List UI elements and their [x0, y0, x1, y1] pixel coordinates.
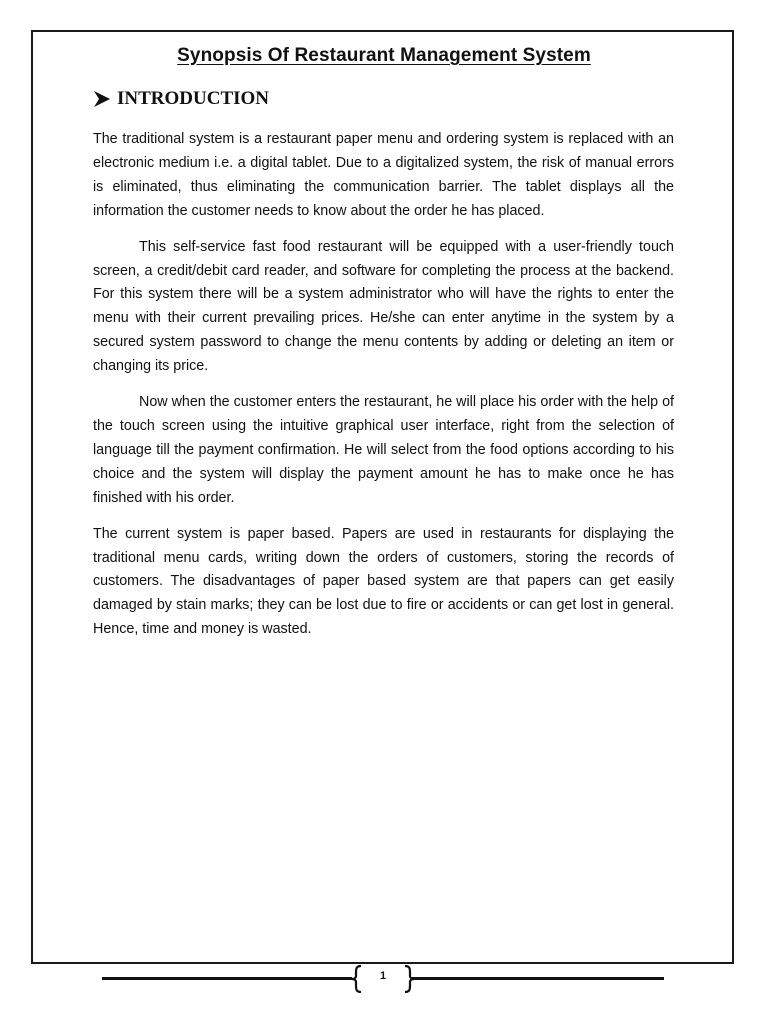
arrow-right-icon	[92, 89, 112, 109]
paragraph-intro: The traditional system is a restaurant paper menu and ordering system is replaced with an electronic medium i.e. a digital tablet. Due to a digitalized system, the risk of manual errors is eliminated, thus eliminating the communication barrier. The tablet displays all the information the customer needs to know about the order he has placed.	[93, 131, 674, 219]
paragraph-current-system: The current system is paper based. Papers are used in restaurants for displaying the traditional menu cards, writing down the orders of customers, storing the records of customers. The disadvantages of paper based system are that papers can get easily damaged by stain marks; they can be lost due to fire or accidents or can get lost in general. Hence, time and money is wasted.	[93, 525, 674, 638]
paragraph-ordering: Now when the customer enters the restaurant, he will place his order with the help of the touch screen using the intuitive graphical user interface, right from the selection of language till the payment confirmation. He will select from the food options according to his choice and the system will display the payment amount he has to make once he has finished with his order.	[93, 394, 674, 506]
footer-rule-right	[412, 977, 664, 980]
document-title: Synopsis Of Restaurant Management System	[177, 45, 591, 66]
body-text	[93, 128, 674, 654]
paragraph-self-service: This self-service fast food restaurant will be equipped with a user-friendly touch screen, a credit/debit card reader, and software for completing the process at the backend. For this system there will be a system administrator who will have the rights to enter the menu with their current prevailing prices. He/she can enter anytime in the system by a secured system password to change the menu contents by adding or deleting an item or changing its price.	[93, 238, 674, 375]
section-heading-label: INTRODUCTION	[117, 88, 270, 109]
section-heading	[92, 88, 269, 110]
page-number: 1	[379, 970, 387, 982]
footer-rule-left	[102, 977, 352, 980]
page-footer	[102, 964, 664, 992]
left-brace-icon	[350, 965, 364, 993]
